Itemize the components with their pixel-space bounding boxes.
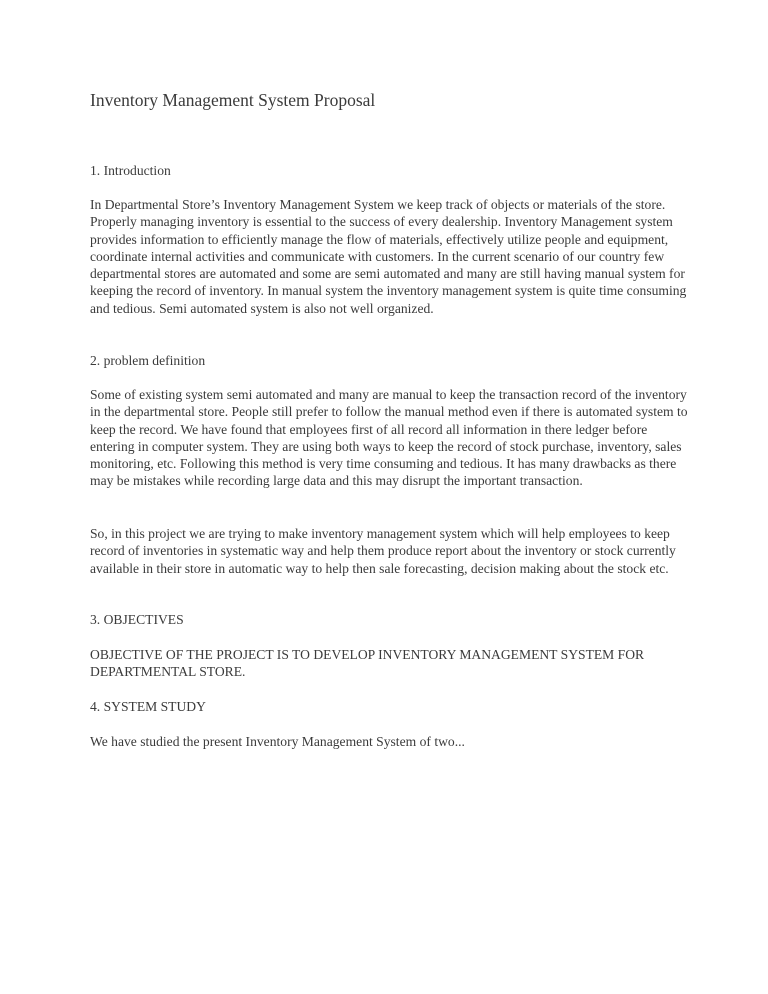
problem-definition-paragraph-1: Some of existing system semi automated and many are manual to keep the transaction record of the inventory in the departmental store. People still prefer to follow the manual method even if there is automated system to keep the record. We have found that employees first of all record all information in there ledger before entering in computer system. They are using both ways to keep the record of stock purchase, inventory, sales monitoring, etc. Following this method is very time consuming and tedious. It has many drawbacks as there may be mistakes while recording large data and this may disrupt the important transaction. [90,387,688,489]
section-heading-problem-definition: 2. problem definition [90,353,206,368]
section-heading-objectives: 3. OBJECTIVES [90,612,184,627]
section-heading-introduction: 1. Introduction [90,163,171,178]
document-title: Inventory Management System Proposal [90,90,376,110]
objectives-paragraph: OBJECTIVE OF THE PROJECT IS TO DEVELOP INVENTORY MANAGEMENT SYSTEM FOR DEPARTMENTAL STORE. [90,647,645,680]
introduction-paragraph: In Departmental Store’s Inventory Management System we keep track of objects or materials of the store. Properly managing inventory is essential to the success of every dealership. Inventory Management system provides information to efficiently manage the flow of materials, effectively utilize people and equipment, coordinate internal activities and communicate with customers. In the current scenario of our country few departmental stores are automated and some are semi automated and many are still having manual system for keeping the record of inventory. In manual system the inventory management system is quite time consuming and tedious. Semi automated system is also not well organized. [90,197,687,316]
problem-definition-paragraph-2: So, in this project we are trying to make inventory management system which will help employees to keep record of inventories in systematic way and help them produce report about the inventory or stock currently available in their store in automatic way to help then sale forecasting, decision making about the stock etc. [90,526,676,576]
system-study-paragraph: We have studied the present Inventory Management System of two... [90,734,465,749]
section-heading-system-study: 4. SYSTEM STUDY [90,699,206,714]
